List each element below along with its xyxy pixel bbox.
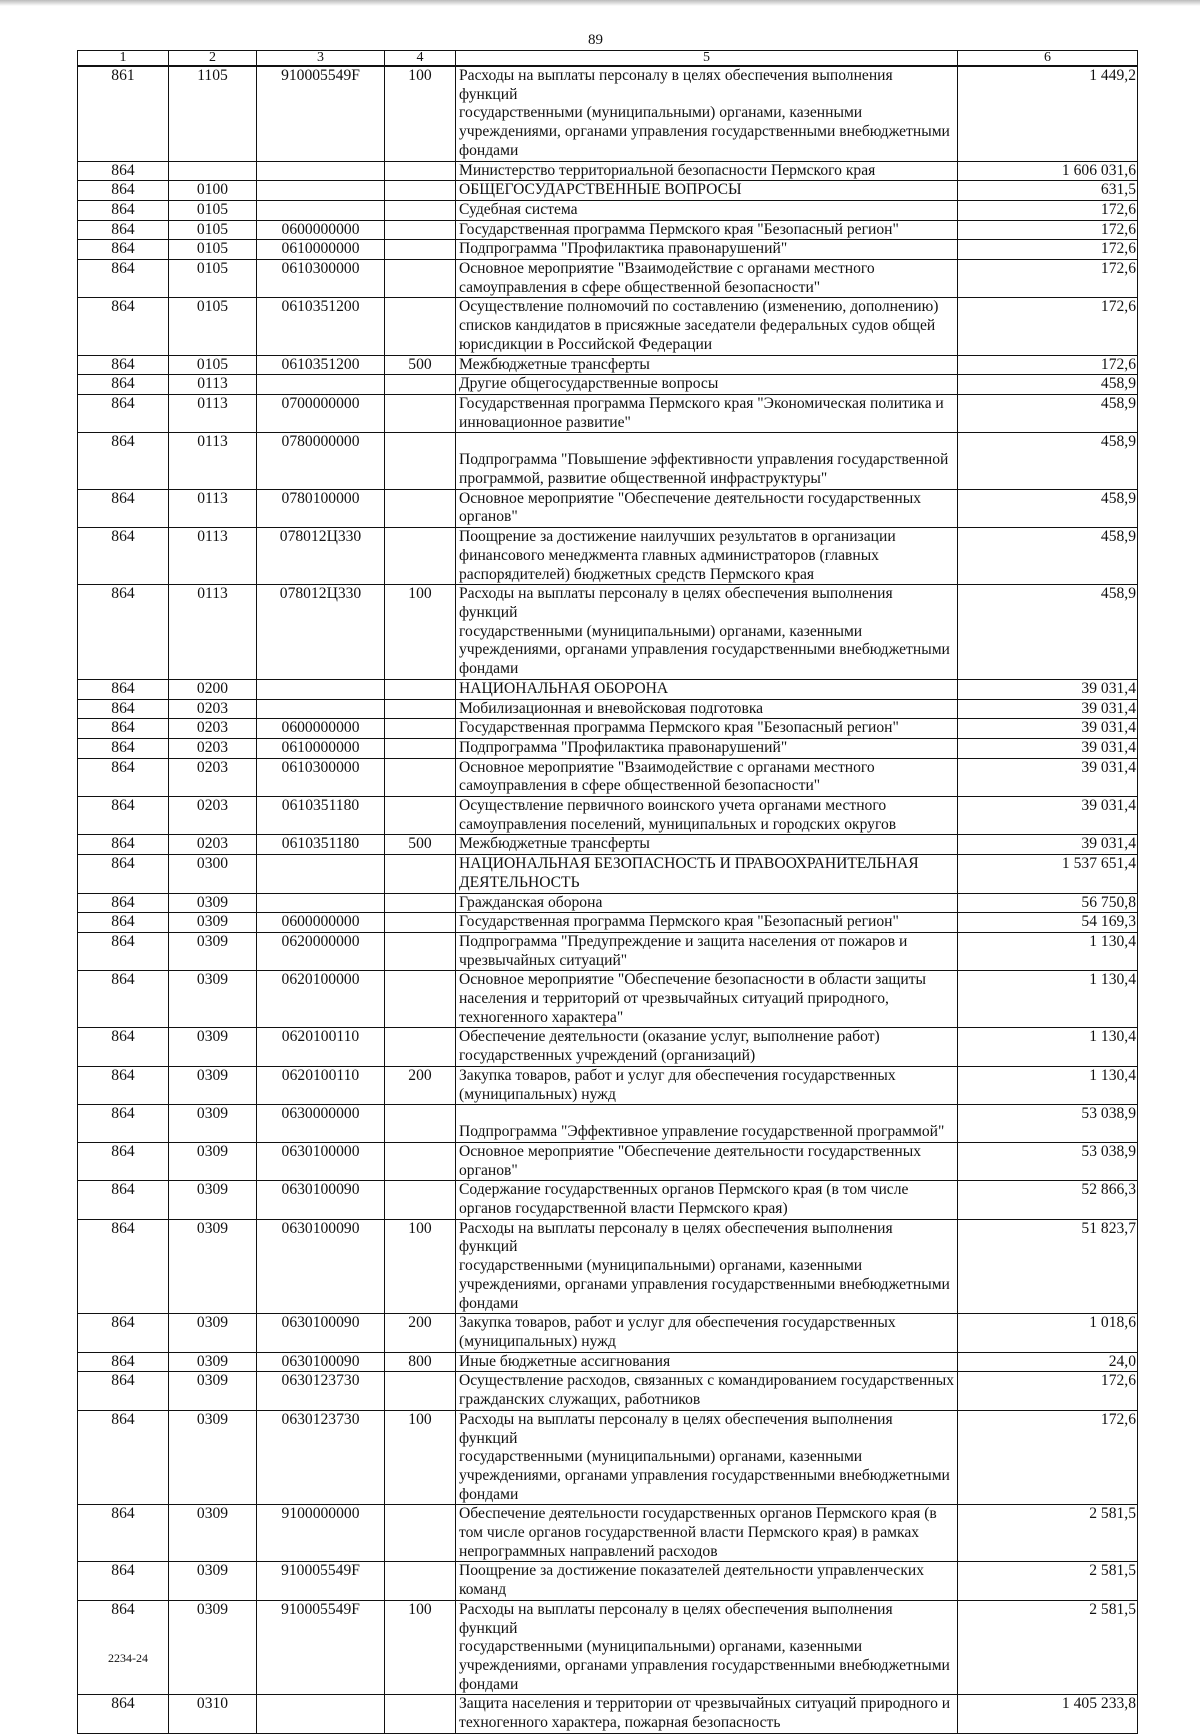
ministry-code-cell: 861 [78, 66, 169, 161]
ministry-code-cell: 864 [78, 1505, 169, 1562]
expense-type-code-cell: 100 [385, 1219, 456, 1314]
target-article-code-cell: 0610351200 [257, 355, 385, 375]
amount-cell: 39 031,4 [958, 797, 1138, 835]
expense-type-code-cell [385, 893, 456, 913]
page-number: 89 [588, 32, 603, 48]
description-cell: Защита населения и территории от чрезвычайных ситуаций природного и техногенного характера, пожарная безопасность [456, 1695, 958, 1733]
ministry-code-cell: 864 [78, 797, 169, 835]
ministry-code-cell: 864 [78, 913, 169, 933]
header-col-5: 5 [456, 51, 958, 67]
description-cell: Министерство территориальной безопасности Пермского края [456, 161, 958, 181]
description-cell: Государственная программа Пермского края "Безопасный регион" [456, 913, 958, 933]
description-cell: Основное мероприятие "Обеспечение безопасности в области защиты населения и территорий от чрезвычайных ситуаций природного, техногенного характера" [456, 971, 958, 1028]
section-code-cell [169, 161, 257, 181]
expense-type-code-cell [385, 1505, 456, 1562]
header-col-2: 2 [169, 51, 257, 67]
target-article-code-cell: 0610351180 [257, 797, 385, 835]
description-cell: Основное мероприятие "Обеспечение деятельности государственных органов" [456, 489, 958, 527]
target-article-code-cell [257, 855, 385, 893]
description-cell: Осуществление полномочий по составлению (изменению, дополнению) списков кандидатов в присяжные заседатели федеральных судов общей юрисдикции в Российской Федерации [456, 298, 958, 355]
amount-cell: 458,9 [958, 375, 1138, 395]
amount-cell: 54 169,3 [958, 913, 1138, 933]
header-col-4: 4 [385, 51, 456, 67]
table-row [78, 1181, 1138, 1219]
section-code-cell: 0200 [169, 679, 257, 699]
amount-cell: 2 581,5 [958, 1505, 1138, 1562]
table-row [78, 1372, 1138, 1410]
target-article-code-cell: 0610000000 [257, 240, 385, 260]
expense-type-code-cell: 200 [385, 1314, 456, 1352]
expense-type-code-cell: 200 [385, 1066, 456, 1104]
table-row [78, 1314, 1138, 1352]
description-cell: Поощрение за достижение наилучших результатов в организации финансового менеджмента главных администраторов (главных распорядителей) бюджетных средств Пермского края [456, 528, 958, 585]
table-row [78, 375, 1138, 395]
table-row [78, 1352, 1138, 1372]
ministry-code-cell: 864 [78, 240, 169, 260]
amount-cell: 1 537 651,4 [958, 855, 1138, 893]
section-code-cell: 0309 [169, 1372, 257, 1410]
description-cell: Осуществление расходов, связанных с командированием государственных гражданских служащих, работников [456, 1372, 958, 1410]
amount-cell: 1 405 233,8 [958, 1695, 1138, 1733]
ministry-code-cell: 864 [78, 375, 169, 395]
target-article-code-cell: 0700000000 [257, 394, 385, 432]
ministry-code-cell: 864 [78, 719, 169, 739]
target-article-code-cell: 0630100090 [257, 1181, 385, 1219]
ministry-code-cell: 864 [78, 181, 169, 201]
amount-cell: 53 038,9 [958, 1142, 1138, 1180]
expense-type-code-cell: 100 [385, 1600, 456, 1695]
table-row [78, 528, 1138, 585]
description-cell: Расходы на выплаты персоналу в целях обеспечения выполнения функций государственными (муниципальными) органами, казенными учреждениями, органами управления государственными внебюджетными фондами [456, 66, 958, 161]
table-row [78, 913, 1138, 933]
amount-cell: 51 823,7 [958, 1219, 1138, 1314]
section-code-cell: 0105 [169, 260, 257, 298]
expense-type-code-cell: 100 [385, 66, 456, 161]
description-cell: Государственная программа Пермского края "Безопасный регион" [456, 220, 958, 240]
target-article-code-cell: 0630100090 [257, 1314, 385, 1352]
ministry-code-cell: 864 [78, 585, 169, 680]
amount-cell: 1 130,4 [958, 932, 1138, 970]
ministry-code-cell: 864 [78, 260, 169, 298]
ministry-code-cell: 864 [78, 1314, 169, 1352]
description-cell: Расходы на выплаты персоналу в целях обеспечения выполнения функций государственными (муниципальными) органами, казенными учреждениями, органами управления государственными внебюджетными фондами [456, 1410, 958, 1505]
section-code-cell: 0105 [169, 200, 257, 220]
expense-type-code-cell [385, 375, 456, 395]
description-cell: Государственная программа Пермского края "Экономическая политика и инновационное развитие" [456, 394, 958, 432]
document-code: 2234-24 [108, 1651, 148, 1665]
amount-cell: 52 866,3 [958, 1181, 1138, 1219]
description-cell: ОБЩЕГОСУДАРСТВЕННЫЕ ВОПРОСЫ [456, 181, 958, 201]
ministry-code-cell: 864 [78, 1219, 169, 1314]
ministry-code-cell: 864 [78, 161, 169, 181]
amount-cell: 39 031,4 [958, 835, 1138, 855]
section-code-cell: 0309 [169, 1105, 257, 1143]
description-cell: Содержание государственных органов Пермского края (в том числе органов государственной власти Пермского края) [456, 1181, 958, 1219]
section-code-cell: 0203 [169, 758, 257, 796]
expense-type-code-cell [385, 220, 456, 240]
section-code-cell: 0105 [169, 240, 257, 260]
ministry-code-cell: 864 [78, 1181, 169, 1219]
amount-cell: 458,9 [958, 528, 1138, 585]
expense-type-code-cell [385, 913, 456, 933]
amount-cell: 458,9 [958, 585, 1138, 680]
description-cell: Основное мероприятие "Обеспечение деятельности государственных органов" [456, 1142, 958, 1180]
expense-type-code-cell: 500 [385, 355, 456, 375]
table-row [78, 181, 1138, 201]
description-cell: Осуществление первичного воинского учета органами местного самоуправления поселений, муниципальных и городских округов [456, 797, 958, 835]
target-article-code-cell: 078012Ц330 [257, 585, 385, 680]
ministry-code-cell: 864 [78, 1372, 169, 1410]
amount-cell: 53 038,9 [958, 1105, 1138, 1143]
section-code-cell: 0105 [169, 220, 257, 240]
table-row [78, 1695, 1138, 1733]
amount-cell: 458,9 [958, 489, 1138, 527]
table-row [78, 1505, 1138, 1562]
ministry-code-cell: 864 [78, 758, 169, 796]
table-row [78, 1028, 1138, 1066]
amount-cell: 172,6 [958, 1410, 1138, 1505]
description-cell: НАЦИОНАЛЬНАЯ ОБОРОНА [456, 679, 958, 699]
expense-type-code-cell [385, 433, 456, 489]
section-code-cell: 0203 [169, 738, 257, 758]
section-code-cell: 0309 [169, 893, 257, 913]
target-article-code-cell [257, 200, 385, 220]
table-row [78, 1142, 1138, 1180]
target-article-code-cell: 0630100090 [257, 1352, 385, 1372]
target-article-code-cell [257, 181, 385, 201]
amount-cell: 2 581,5 [958, 1600, 1138, 1695]
table-header-row [78, 51, 1138, 67]
ministry-code-cell: 864 [78, 835, 169, 855]
table-row [78, 932, 1138, 970]
expense-type-code-cell [385, 1105, 456, 1143]
expense-type-code-cell [385, 394, 456, 432]
description-cell: Закупка товаров, работ и услуг для обеспечения государственных (муниципальных) нужд [456, 1314, 958, 1352]
description-cell: Государственная программа Пермского края "Безопасный регион" [456, 719, 958, 739]
section-code-cell: 0113 [169, 585, 257, 680]
expense-type-code-cell [385, 240, 456, 260]
table-row [78, 971, 1138, 1028]
description-cell: Обеспечение деятельности (оказание услуг, выполнение работ) государственных учреждений (организаций) [456, 1028, 958, 1066]
expense-type-code-cell [385, 260, 456, 298]
table-row [78, 585, 1138, 680]
ministry-code-cell: 864 [78, 1105, 169, 1143]
table-row [78, 1600, 1138, 1695]
table-row [78, 260, 1138, 298]
section-code-cell: 0309 [169, 1066, 257, 1104]
target-article-code-cell [257, 1695, 385, 1733]
expense-type-code-cell [385, 971, 456, 1028]
target-article-code-cell: 0600000000 [257, 913, 385, 933]
amount-cell: 39 031,4 [958, 699, 1138, 719]
section-code-cell: 0309 [169, 932, 257, 970]
target-article-code-cell [257, 699, 385, 719]
budget-table [77, 50, 1138, 1734]
description-cell: Подпрограмма "Предупреждение и защита населения от пожаров и чрезвычайных ситуаций" [456, 932, 958, 970]
amount-cell: 1 606 031,6 [958, 161, 1138, 181]
ministry-code-cell: 864 [78, 355, 169, 375]
target-article-code-cell: 910005549F [257, 66, 385, 161]
expense-type-code-cell: 500 [385, 835, 456, 855]
section-code-cell: 0203 [169, 835, 257, 855]
ministry-code-cell: 864 [78, 1142, 169, 1180]
target-article-code-cell: 0630123730 [257, 1410, 385, 1505]
target-article-code-cell: 0610300000 [257, 260, 385, 298]
amount-cell: 172,6 [958, 200, 1138, 220]
description-cell: Основное мероприятие "Взаимодействие с органами местного самоуправления в сфере общественной безопасности" [456, 758, 958, 796]
ministry-code-cell: 864 [78, 489, 169, 527]
amount-cell: 172,6 [958, 1372, 1138, 1410]
expense-type-code-cell [385, 1142, 456, 1180]
expense-type-code-cell [385, 1372, 456, 1410]
ministry-code-cell: 864 [78, 679, 169, 699]
section-code-cell: 0113 [169, 433, 257, 489]
target-article-code-cell: 0630000000 [257, 1105, 385, 1143]
table-row [78, 797, 1138, 835]
target-article-code-cell: 0620100110 [257, 1066, 385, 1104]
table-row [78, 1219, 1138, 1314]
header-col-1: 1 [78, 51, 169, 67]
expense-type-code-cell [385, 489, 456, 527]
target-article-code-cell: 910005549F [257, 1562, 385, 1600]
amount-cell: 56 750,8 [958, 893, 1138, 913]
expense-type-code-cell [385, 719, 456, 739]
ministry-code-cell: 864 [78, 220, 169, 240]
table-row [78, 394, 1138, 432]
table-row [78, 758, 1138, 796]
expense-type-code-cell: 100 [385, 585, 456, 680]
section-code-cell: 0203 [169, 797, 257, 835]
header-col-3: 3 [257, 51, 385, 67]
table-row [78, 835, 1138, 855]
amount-cell: 1 018,6 [958, 1314, 1138, 1352]
description-cell: Межбюджетные трансферты [456, 355, 958, 375]
target-article-code-cell: 0630100000 [257, 1142, 385, 1180]
expense-type-code-cell [385, 699, 456, 719]
section-code-cell: 0203 [169, 719, 257, 739]
section-code-cell: 0309 [169, 1600, 257, 1695]
ministry-code-cell: 864 [78, 298, 169, 355]
ministry-code-cell: 864 [78, 1695, 169, 1733]
description-cell: НАЦИОНАЛЬНАЯ БЕЗОПАСНОСТЬ И ПРАВООХРАНИТЕЛЬНАЯ ДЕЯТЕЛЬНОСТЬ [456, 855, 958, 893]
expense-type-code-cell [385, 855, 456, 893]
amount-cell: 172,6 [958, 298, 1138, 355]
section-code-cell: 0309 [169, 1314, 257, 1352]
description-cell: Гражданская оборона [456, 893, 958, 913]
expense-type-code-cell: 800 [385, 1352, 456, 1372]
amount-cell: 631,5 [958, 181, 1138, 201]
section-code-cell: 0309 [169, 1352, 257, 1372]
section-code-cell: 0105 [169, 355, 257, 375]
section-code-cell: 0309 [169, 1219, 257, 1314]
target-article-code-cell: 910005549F [257, 1600, 385, 1695]
table-row [78, 433, 1138, 489]
expense-type-code-cell [385, 797, 456, 835]
ministry-code-cell: 864 [78, 932, 169, 970]
expense-type-code-cell: 100 [385, 1410, 456, 1505]
table-row [78, 66, 1138, 161]
description-cell: Межбюджетные трансферты [456, 835, 958, 855]
section-code-cell: 0309 [169, 1410, 257, 1505]
description-cell: Иные бюджетные ассигнования [456, 1352, 958, 1372]
target-article-code-cell [257, 679, 385, 699]
table-row [78, 738, 1138, 758]
target-article-code-cell: 0630123730 [257, 1372, 385, 1410]
amount-cell: 1 130,4 [958, 971, 1138, 1028]
amount-cell: 172,6 [958, 260, 1138, 298]
expense-type-code-cell [385, 1028, 456, 1066]
amount-cell: 172,6 [958, 355, 1138, 375]
expense-type-code-cell [385, 181, 456, 201]
description-cell: Расходы на выплаты персоналу в целях обеспечения выполнения функций государственными (муниципальными) органами, казенными учреждениями, органами управления государственными внебюджетными фондами [456, 1600, 958, 1695]
table-row [78, 699, 1138, 719]
description-cell: Подпрограмма "Профилактика правонарушений" [456, 738, 958, 758]
target-article-code-cell: 0600000000 [257, 719, 385, 739]
section-code-cell: 0203 [169, 699, 257, 719]
expense-type-code-cell [385, 1181, 456, 1219]
ministry-code-cell: 864 [78, 1600, 169, 1695]
amount-cell: 172,6 [958, 240, 1138, 260]
ministry-code-cell: 864 [78, 699, 169, 719]
expense-type-code-cell [385, 161, 456, 181]
ministry-code-cell: 864 [78, 528, 169, 585]
ministry-code-cell: 864 [78, 433, 169, 489]
ministry-code-cell: 864 [78, 738, 169, 758]
table-row [78, 161, 1138, 181]
table-row [78, 893, 1138, 913]
expense-type-code-cell [385, 200, 456, 220]
amount-cell: 1 130,4 [958, 1066, 1138, 1104]
expense-type-code-cell [385, 932, 456, 970]
ministry-code-cell: 864 [78, 394, 169, 432]
table-row [78, 1066, 1138, 1104]
target-article-code-cell [257, 375, 385, 395]
ministry-code-cell: 864 [78, 1562, 169, 1600]
table-row [78, 1105, 1138, 1143]
target-article-code-cell: 0780000000 [257, 433, 385, 489]
ministry-code-cell: 864 [78, 1028, 169, 1066]
expense-type-code-cell [385, 298, 456, 355]
table-row [78, 855, 1138, 893]
amount-cell: 458,9 [958, 433, 1138, 489]
description-cell: Расходы на выплаты персоналу в целях обеспечения выполнения функций государственными (муниципальными) органами, казенными учреждениями, органами управления государственными внебюджетными фондами [456, 585, 958, 680]
section-code-cell: 0105 [169, 298, 257, 355]
amount-cell: 458,9 [958, 394, 1138, 432]
table-row [78, 240, 1138, 260]
description-cell: Расходы на выплаты персоналу в целях обеспечения выполнения функций государственными (муниципальными) органами, казенными учреждениями, органами управления государственными внебюджетными фондами [456, 1219, 958, 1314]
ministry-code-cell: 864 [78, 893, 169, 913]
ministry-code-cell: 864 [78, 1066, 169, 1104]
amount-cell: 1 130,4 [958, 1028, 1138, 1066]
target-article-code-cell: 0600000000 [257, 220, 385, 240]
section-code-cell: 1105 [169, 66, 257, 161]
description-cell: Судебная система [456, 200, 958, 220]
section-code-cell: 0309 [169, 1142, 257, 1180]
target-article-code-cell: 0780100000 [257, 489, 385, 527]
section-code-cell: 0310 [169, 1695, 257, 1733]
expense-type-code-cell [385, 758, 456, 796]
section-code-cell: 0309 [169, 913, 257, 933]
expense-type-code-cell [385, 1695, 456, 1733]
expense-type-code-cell [385, 528, 456, 585]
target-article-code-cell: 0610351180 [257, 835, 385, 855]
expense-type-code-cell [385, 738, 456, 758]
header-col-6: 6 [958, 51, 1138, 67]
target-article-code-cell: 0610000000 [257, 738, 385, 758]
target-article-code-cell: 0610351200 [257, 298, 385, 355]
description-cell: Подпрограмма "Повышение эффективности управления государственной программой, развитие общественной инфраструктуры" [456, 433, 958, 489]
section-code-cell: 0309 [169, 971, 257, 1028]
table-row [78, 489, 1138, 527]
table-row [78, 679, 1138, 699]
ministry-code-cell: 864 [78, 855, 169, 893]
amount-cell: 39 031,4 [958, 738, 1138, 758]
target-article-code-cell: 0610300000 [257, 758, 385, 796]
section-code-cell: 0113 [169, 528, 257, 585]
description-cell: Подпрограмма "Профилактика правонарушений" [456, 240, 958, 260]
target-article-code-cell: 078012Ц330 [257, 528, 385, 585]
ministry-code-cell: 864 [78, 971, 169, 1028]
table-row [78, 298, 1138, 355]
description-cell: Поощрение за достижение показателей деятельности управленческих команд [456, 1562, 958, 1600]
section-code-cell: 0113 [169, 375, 257, 395]
target-article-code-cell: 0620000000 [257, 932, 385, 970]
ministry-code-cell: 864 [78, 1410, 169, 1505]
target-article-code-cell: 0630100090 [257, 1219, 385, 1314]
section-code-cell: 0113 [169, 489, 257, 527]
description-cell: Подпрограмма "Эффективное управление государственной программой" [456, 1105, 958, 1143]
amount-cell: 2 581,5 [958, 1562, 1138, 1600]
expense-type-code-cell [385, 679, 456, 699]
target-article-code-cell: 9100000000 [257, 1505, 385, 1562]
section-code-cell: 0100 [169, 181, 257, 201]
description-cell: Закупка товаров, работ и услуг для обеспечения государственных (муниципальных) нужд [456, 1066, 958, 1104]
amount-cell: 39 031,4 [958, 679, 1138, 699]
ministry-code-cell: 864 [78, 200, 169, 220]
description-cell: Обеспечение деятельности государственных органов Пермского края (в том числе органов государственной власти Пермского края) в рамках непрограммных направлений расходов [456, 1505, 958, 1562]
target-article-code-cell [257, 893, 385, 913]
expense-type-code-cell [385, 1562, 456, 1600]
amount-cell: 172,6 [958, 220, 1138, 240]
description-cell: Мобилизационная и вневойсковая подготовка [456, 699, 958, 719]
section-code-cell: 0309 [169, 1562, 257, 1600]
table-row [78, 220, 1138, 240]
amount-cell: 24,0 [958, 1352, 1138, 1372]
table-row [78, 719, 1138, 739]
section-code-cell: 0113 [169, 394, 257, 432]
table-row [78, 1410, 1138, 1505]
description-cell: Основное мероприятие "Взаимодействие с органами местного самоуправления в сфере общественной безопасности" [456, 260, 958, 298]
table-row [78, 1562, 1138, 1600]
amount-cell: 1 449,2 [958, 66, 1138, 161]
target-article-code-cell: 0620100110 [257, 1028, 385, 1066]
table-row [78, 355, 1138, 375]
section-code-cell: 0309 [169, 1028, 257, 1066]
target-article-code-cell [257, 161, 385, 181]
ministry-code-cell: 864 [78, 1352, 169, 1372]
amount-cell: 39 031,4 [958, 758, 1138, 796]
scan-edge [0, 0, 1200, 6]
section-code-cell: 0309 [169, 1181, 257, 1219]
table-row [78, 200, 1138, 220]
description-cell: Другие общегосударственные вопросы [456, 375, 958, 395]
section-code-cell: 0309 [169, 1505, 257, 1562]
target-article-code-cell: 0620100000 [257, 971, 385, 1028]
amount-cell: 39 031,4 [958, 719, 1138, 739]
section-code-cell: 0300 [169, 855, 257, 893]
